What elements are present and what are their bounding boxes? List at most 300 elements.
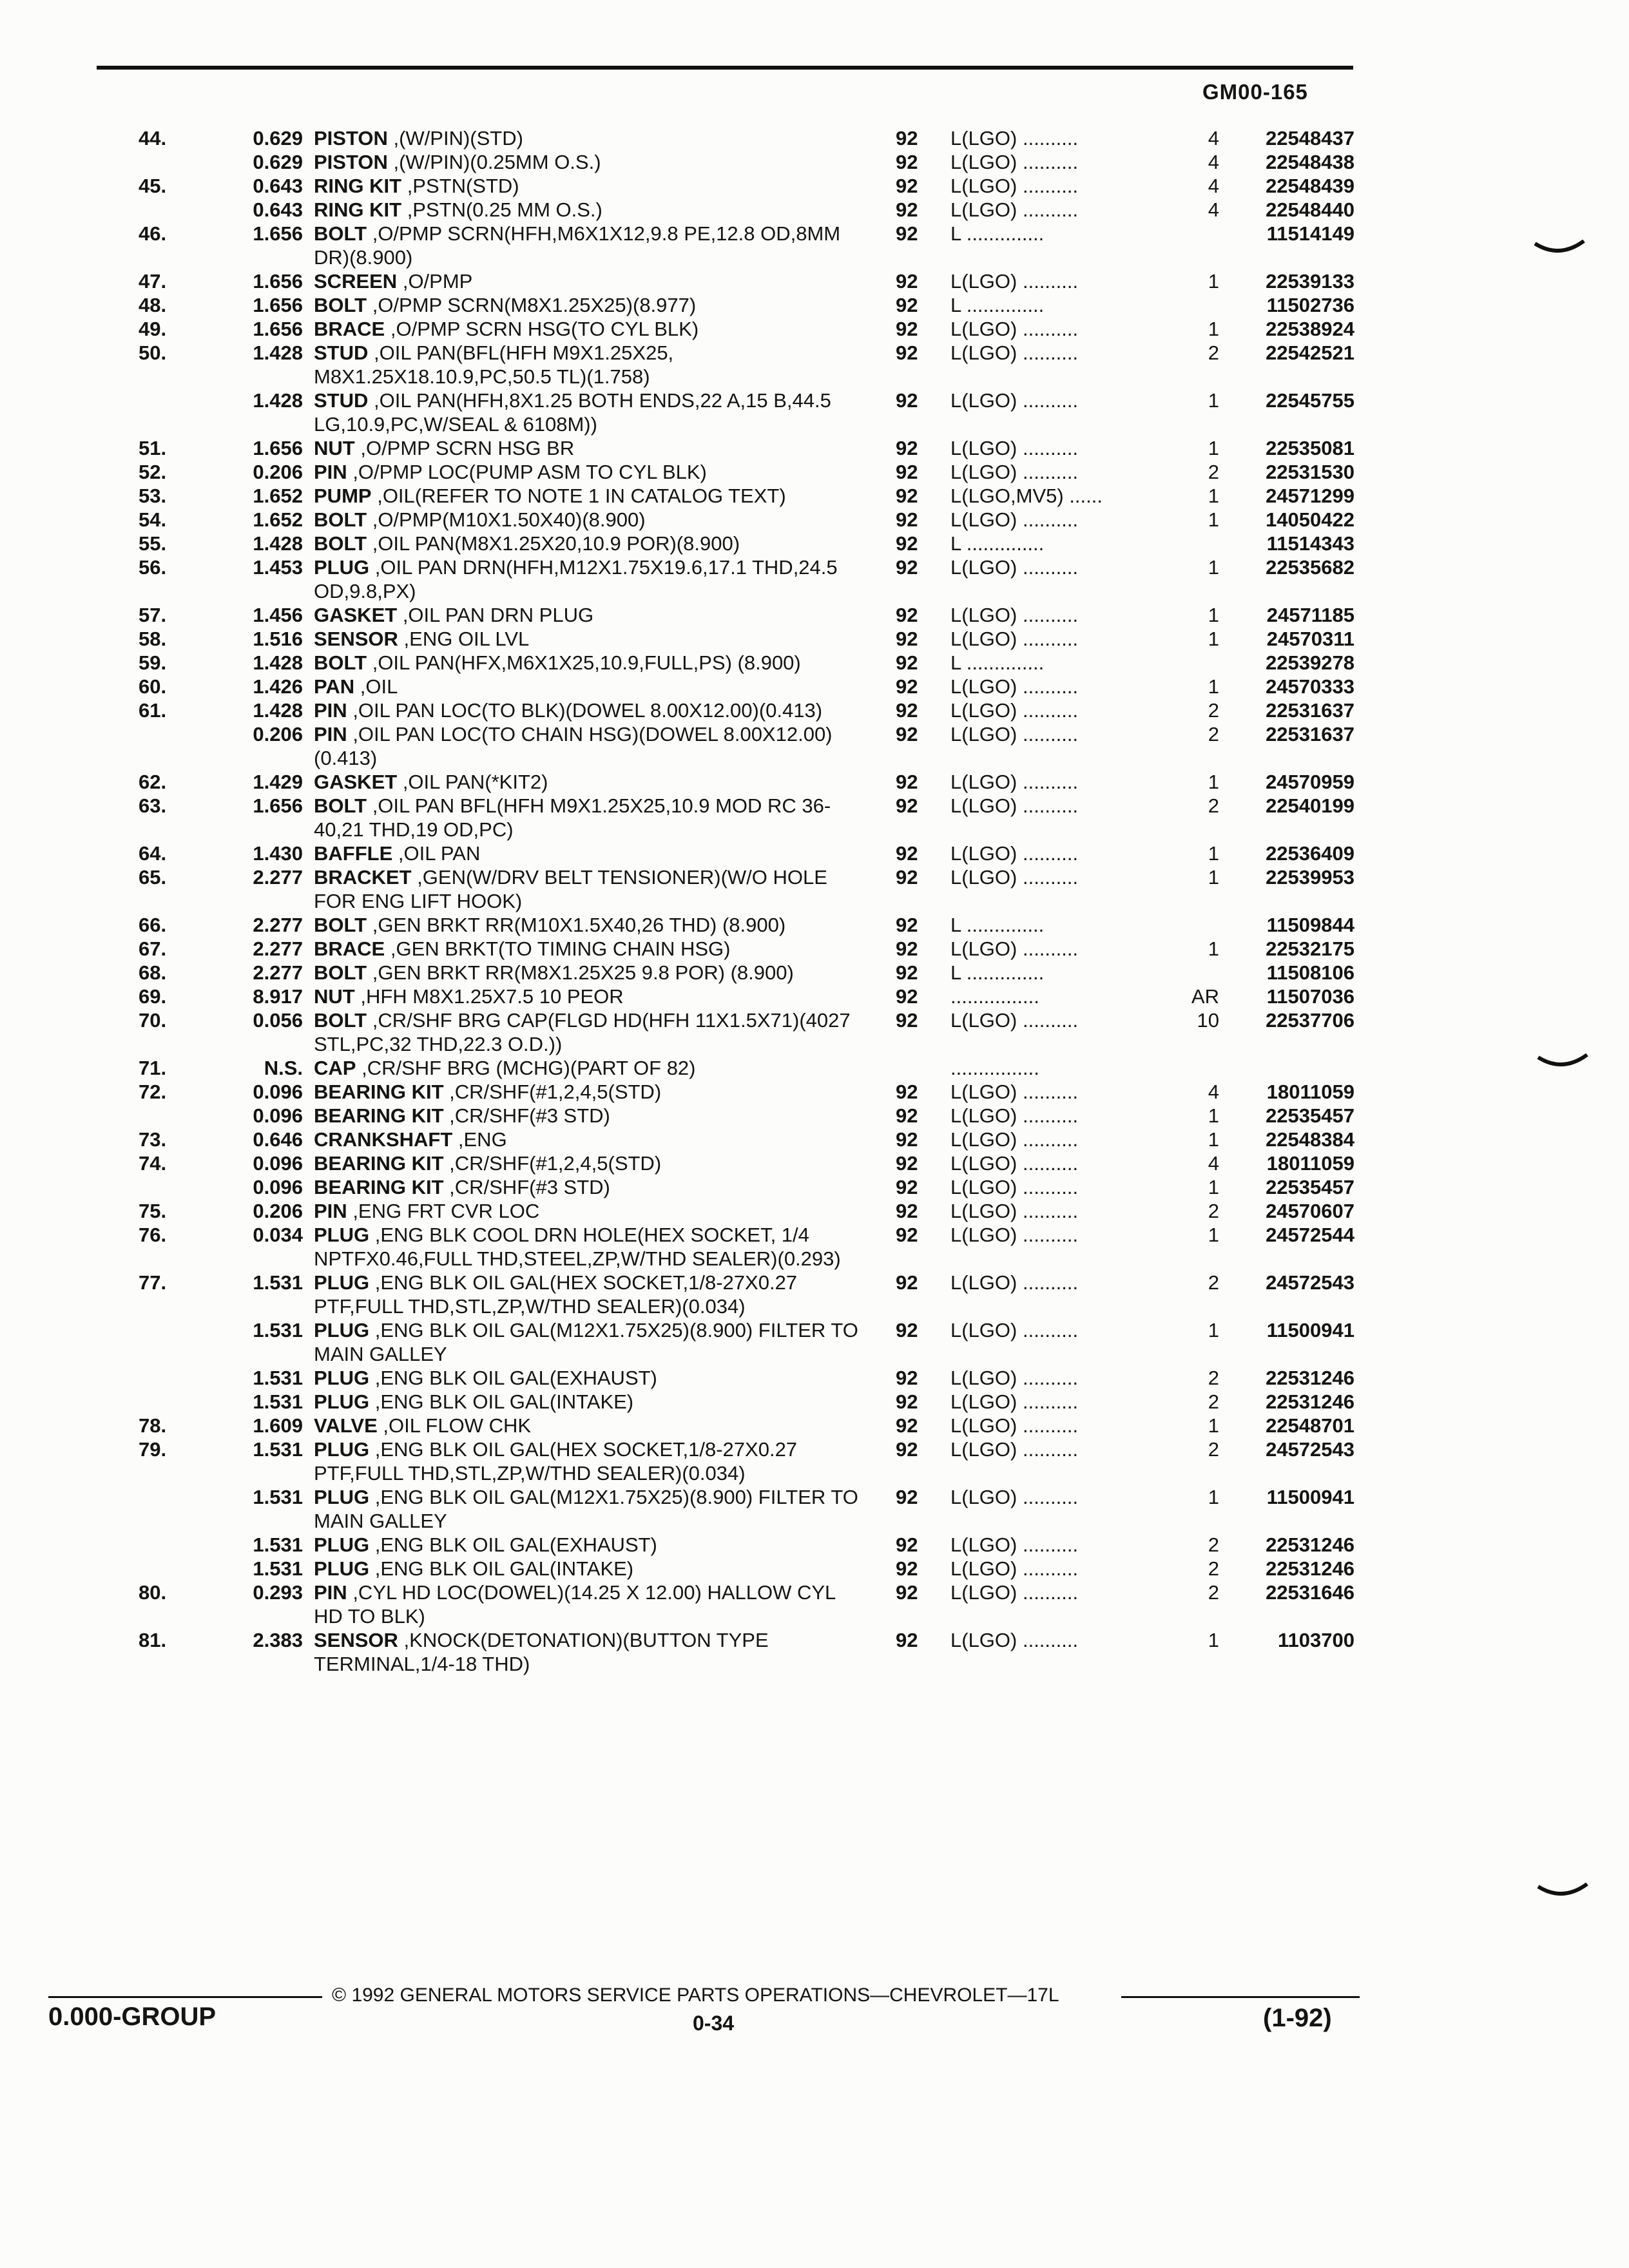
quantity: 1 xyxy=(1208,1486,1219,1508)
model-code: L(LGO) .......... xyxy=(950,556,1079,579)
part-detail: ,PSTN(STD) xyxy=(407,175,519,197)
model-year: 92 xyxy=(896,318,918,340)
model-year: 92 xyxy=(896,628,918,650)
part-name: PLUG xyxy=(314,1390,370,1413)
model-code: L(LGO) .......... xyxy=(950,1486,1079,1508)
quantity: 1 xyxy=(1208,437,1219,459)
parts-row xyxy=(0,722,1629,770)
model-year: 92 xyxy=(896,914,918,936)
part-number: 24571185 xyxy=(1266,604,1354,626)
quantity: 4 xyxy=(1208,1152,1219,1175)
model-code: L(LGO) .......... xyxy=(950,1271,1079,1294)
model-year: 92 xyxy=(896,1438,918,1461)
part-number: 22531246 xyxy=(1266,1533,1354,1556)
model-code: L .............. xyxy=(950,651,1045,674)
part-name: BOLT xyxy=(314,961,367,984)
quantity: 4 xyxy=(1208,127,1219,149)
parts-row xyxy=(0,198,1629,222)
part-description xyxy=(314,794,868,841)
part-description xyxy=(314,389,868,436)
part-description xyxy=(314,1366,868,1390)
item-index: 58. xyxy=(139,628,167,650)
quantity: 1 xyxy=(1208,604,1219,626)
footer-rule-left xyxy=(48,1996,322,1998)
part-detail: ,OIL PAN(*KIT2) xyxy=(402,771,548,793)
model-year: 92 xyxy=(896,866,918,889)
quantity: 1 xyxy=(1208,675,1219,698)
part-number: 22535457 xyxy=(1266,1104,1354,1127)
part-detail: ,OIL PAN DRN PLUG xyxy=(402,604,594,626)
item-index: 53. xyxy=(139,485,167,507)
model-code: L(LGO) .......... xyxy=(950,1414,1079,1437)
part-name: PLUG xyxy=(314,1271,370,1294)
model-code: L(LGO) .......... xyxy=(950,794,1079,817)
group-number: 1.531 xyxy=(253,1367,303,1389)
group-number: 1.531 xyxy=(253,1486,303,1508)
part-description xyxy=(314,1056,868,1080)
model-code: L(LGO) .......... xyxy=(950,675,1079,698)
part-detail: ,(W/PIN)(0.25MM O.S.) xyxy=(393,151,601,173)
part-detail: ,PSTN(0.25 MM O.S.) xyxy=(407,198,602,221)
parts-row xyxy=(0,651,1629,675)
group-number: 0.629 xyxy=(253,151,303,173)
model-year: 92 xyxy=(896,651,918,674)
part-number: 22531646 xyxy=(1266,1581,1354,1604)
part-name: PLUG xyxy=(314,1438,370,1461)
part-detail: ,ENG BLK COOL DRN HOLE(HEX SOCKET, 1/4 NPTFX0.46,FULL THD,STEEL,ZP,W/THD SEALER)(0.293) xyxy=(314,1224,841,1270)
model-code: L(LGO) .......... xyxy=(950,461,1079,483)
part-description xyxy=(314,1104,868,1128)
model-year: 92 xyxy=(896,508,918,531)
group-number: 0.206 xyxy=(253,1200,303,1222)
model-year: 92 xyxy=(896,937,918,960)
part-number: 22539133 xyxy=(1266,270,1354,293)
part-name: PLUG xyxy=(314,1319,370,1341)
part-name: SENSOR xyxy=(314,628,398,650)
parts-row xyxy=(0,150,1629,174)
group-number: 1.656 xyxy=(253,294,303,316)
quantity: 4 xyxy=(1208,151,1219,173)
part-description xyxy=(314,532,868,555)
part-name: PLUG xyxy=(314,1533,370,1556)
quantity: 4 xyxy=(1208,175,1219,197)
part-detail: ,O/PMP SCRN(M8X1.25X25)(8.977) xyxy=(372,294,697,316)
part-name: BOLT xyxy=(314,508,367,531)
group-number: 1.652 xyxy=(253,485,303,507)
quantity: 1 xyxy=(1208,1414,1219,1437)
part-detail: ,OIL FLOW CHK xyxy=(383,1414,532,1437)
model-code: L(LGO) .......... xyxy=(950,175,1079,197)
group-number: 1.428 xyxy=(253,651,303,674)
part-name: CRANKSHAFT xyxy=(314,1128,453,1151)
part-detail: ,O/PMP(M10X1.50X40)(8.900) xyxy=(372,508,646,531)
part-detail: ,OIL PAN(BFL(HFH M9X1.25X25, M8X1.25X18.10.9,PC,50.5 TL)(1.758) xyxy=(314,341,674,388)
margin-binding-mark xyxy=(1537,1883,1588,1902)
model-code: L(LGO) .......... xyxy=(950,842,1079,865)
quantity: 2 xyxy=(1208,1438,1219,1461)
group-number: 1.426 xyxy=(253,675,303,698)
group-number: 0.643 xyxy=(253,175,303,197)
item-index: 45. xyxy=(139,175,167,197)
model-code: L(LGO) .......... xyxy=(950,723,1079,745)
item-index: 73. xyxy=(139,1128,167,1151)
parts-row xyxy=(0,698,1629,722)
item-index: 79. xyxy=(139,1438,167,1461)
quantity: 1 xyxy=(1208,771,1219,793)
item-index: 64. xyxy=(139,842,167,865)
model-code: L(LGO) .......... xyxy=(950,1438,1079,1461)
part-number: 18011059 xyxy=(1266,1152,1354,1175)
group-number: 2.277 xyxy=(253,937,303,960)
model-code: L(LGO) .......... xyxy=(950,1533,1079,1556)
part-name: VALVE xyxy=(314,1414,378,1437)
part-description xyxy=(314,150,868,174)
part-detail: ,GEN(W/DRV BELT TENSIONER)(W/O HOLE FOR ENG LIFT HOOK) xyxy=(314,866,827,912)
part-detail: ,OIL PAN BFL(HFH M9X1.25X25,10.9 MOD RC 36-40,21 THD,19 OD,PC) xyxy=(314,794,831,841)
model-code: L(LGO) .......... xyxy=(950,1319,1079,1341)
part-name: PLUG xyxy=(314,1224,370,1246)
parts-row xyxy=(0,1104,1629,1128)
parts-row xyxy=(0,1175,1629,1199)
part-detail: ,GEN BRKT(TO TIMING CHAIN HSG) xyxy=(390,937,731,960)
part-description xyxy=(314,651,868,675)
quantity: 2 xyxy=(1208,1581,1219,1604)
model-year: 92 xyxy=(896,294,918,316)
page-number: 0-34 xyxy=(693,2012,735,2035)
model-code: L .............. xyxy=(950,532,1045,555)
model-year: 92 xyxy=(896,1486,918,1508)
part-number: 22536409 xyxy=(1266,842,1354,865)
model-year: 92 xyxy=(896,127,918,149)
part-detail: ,ENG BLK OIL GAL(EXHAUST) xyxy=(374,1533,657,1556)
item-index: 60. xyxy=(139,675,167,698)
part-number: 18011059 xyxy=(1266,1081,1354,1103)
part-number: 22548384 xyxy=(1266,1128,1354,1151)
part-number: 22538924 xyxy=(1266,318,1354,340)
parts-list xyxy=(0,126,1629,1676)
parts-row xyxy=(0,1056,1629,1080)
group-number: 1.531 xyxy=(253,1557,303,1580)
model-code: L(LGO) .......... xyxy=(950,1629,1079,1651)
model-code: L(LGO) .......... xyxy=(950,318,1079,340)
part-number: 22548438 xyxy=(1266,151,1354,173)
group-number: 1.652 xyxy=(253,508,303,531)
model-year: 92 xyxy=(896,1581,918,1604)
part-description xyxy=(314,1318,868,1366)
group-number: N.S. xyxy=(264,1057,303,1079)
model-year: 92 xyxy=(896,1200,918,1222)
model-year: 92 xyxy=(896,1224,918,1246)
model-code: L(LGO) .......... xyxy=(950,1557,1079,1580)
model-code: L(LGO) .......... xyxy=(950,1081,1079,1103)
group-number: 1.430 xyxy=(253,842,303,865)
part-description xyxy=(314,317,868,341)
group-number: 1.516 xyxy=(253,628,303,650)
part-description xyxy=(314,1271,868,1318)
model-code: L(LGO) .......... xyxy=(950,604,1079,626)
part-name: BOLT xyxy=(314,794,367,817)
model-year: 92 xyxy=(896,556,918,579)
item-index: 62. xyxy=(139,771,167,793)
quantity: 1 xyxy=(1208,1176,1219,1198)
part-name: BEARING KIT xyxy=(314,1152,444,1175)
part-name: SENSOR xyxy=(314,1629,398,1651)
part-description xyxy=(314,1008,868,1056)
group-number: 2.277 xyxy=(253,866,303,889)
quantity: 2 xyxy=(1208,1200,1219,1222)
part-name: RING KIT xyxy=(314,198,402,221)
part-detail: ,CR/SHF(#3 STD) xyxy=(449,1104,610,1127)
part-detail: ,ENG BLK OIL GAL(M12X1.75X25)(8.900) FILTER TO MAIN GALLEY xyxy=(314,1486,858,1532)
model-year: 92 xyxy=(896,842,918,865)
part-name: BOLT xyxy=(314,651,367,674)
parts-row xyxy=(0,1414,1629,1437)
quantity: 1 xyxy=(1208,1319,1219,1341)
quantity: 2 xyxy=(1208,1533,1219,1556)
part-name: BOLT xyxy=(314,1009,367,1032)
model-year: 92 xyxy=(896,437,918,459)
item-index: 80. xyxy=(139,1581,167,1604)
part-number: 11502736 xyxy=(1266,294,1354,316)
parts-row xyxy=(0,1581,1629,1628)
part-detail: ,GEN BRKT RR(M10X1.5X40,26 THD) (8.900) xyxy=(372,914,786,936)
model-year: 92 xyxy=(896,341,918,364)
item-index: 54. xyxy=(139,508,167,531)
part-detail: ,OIL xyxy=(360,675,398,698)
model-code: L(LGO) .......... xyxy=(950,341,1079,364)
group-number: 0.206 xyxy=(253,461,303,483)
part-number: 22545755 xyxy=(1266,389,1354,412)
part-number: 22531246 xyxy=(1266,1390,1354,1413)
parts-row xyxy=(0,1080,1629,1104)
model-year: 92 xyxy=(896,1081,918,1103)
part-description xyxy=(314,555,868,603)
model-year: 92 xyxy=(896,222,918,245)
item-index: 68. xyxy=(139,961,167,984)
part-number: 24570607 xyxy=(1266,1200,1354,1222)
parts-row xyxy=(0,484,1629,508)
parts-row xyxy=(0,770,1629,794)
quantity: 1 xyxy=(1208,318,1219,340)
group-number: 1.429 xyxy=(253,771,303,793)
part-number: 11507036 xyxy=(1266,985,1354,1008)
part-description xyxy=(314,341,868,389)
top-rule xyxy=(97,66,1353,70)
model-year: 92 xyxy=(896,794,918,817)
part-name: PLUG xyxy=(314,556,370,579)
model-code: L .............. xyxy=(950,222,1045,245)
part-detail: ,ENG BLK OIL GAL(M12X1.75X25)(8.900) FILTER TO MAIN GALLEY xyxy=(314,1319,858,1365)
model-code: L(LGO) .......... xyxy=(950,866,1079,889)
model-year: 92 xyxy=(896,1009,918,1032)
model-year: 92 xyxy=(896,1176,918,1198)
quantity: 1 xyxy=(1208,1128,1219,1151)
model-code: L(LGO) .......... xyxy=(950,1224,1079,1246)
parts-row xyxy=(0,1390,1629,1414)
item-index: 71. xyxy=(139,1057,167,1079)
part-name: STUD xyxy=(314,341,369,364)
group-number: 8.917 xyxy=(253,985,303,1008)
group-number: 2.277 xyxy=(253,961,303,984)
model-code: L(LGO) .......... xyxy=(950,1104,1079,1127)
parts-row xyxy=(0,174,1629,198)
margin-binding-mark xyxy=(1537,1053,1588,1073)
part-name: PLUG xyxy=(314,1557,370,1580)
part-detail: ,ENG BLK OIL GAL(HEX SOCKET,1/8-27X0.27 PTF,FULL THD,STL,ZP,W/THD SEALER)(0.034) xyxy=(314,1271,798,1318)
part-description xyxy=(314,1628,868,1676)
parts-row xyxy=(0,222,1629,269)
part-number: 14050422 xyxy=(1266,508,1354,531)
parts-row xyxy=(0,961,1629,985)
part-description xyxy=(314,293,868,317)
part-description xyxy=(314,627,868,651)
group-number: 0.096 xyxy=(253,1081,303,1103)
model-code: L(LGO) .......... xyxy=(950,1176,1079,1198)
part-detail: ,OIL PAN LOC(TO CHAIN HSG)(DOWEL 8.00X12.00)(0.413) xyxy=(314,723,833,769)
parts-row xyxy=(0,1199,1629,1223)
part-name: PISTON xyxy=(314,127,388,149)
model-year: 92 xyxy=(896,151,918,173)
part-detail: ,OIL PAN xyxy=(398,842,481,865)
part-description xyxy=(314,865,868,913)
part-detail: ,OIL PAN(HFX,M6X1X25,10.9,FULL,PS) (8.900) xyxy=(372,651,801,674)
part-number: 24572543 xyxy=(1266,1271,1354,1294)
part-number: 11508106 xyxy=(1266,961,1354,984)
quantity: 4 xyxy=(1208,198,1219,221)
part-number: 24572544 xyxy=(1266,1224,1354,1246)
group-number: 0.646 xyxy=(253,1128,303,1151)
parts-row xyxy=(0,1485,1629,1533)
page-code: GM00-165 xyxy=(1202,80,1308,104)
part-description xyxy=(314,1390,868,1414)
quantity: 1 xyxy=(1208,556,1219,579)
part-detail: ,CR/SHF(#3 STD) xyxy=(449,1176,610,1198)
parts-row xyxy=(0,794,1629,841)
part-description xyxy=(314,1581,868,1628)
part-detail: ,OIL PAN(HFH,8X1.25 BOTH ENDS,22 A,15 B,44.5 LG,10.9,PC,W/SEAL & 6108M)) xyxy=(314,389,831,436)
quantity: 2 xyxy=(1208,1390,1219,1413)
parts-row xyxy=(0,436,1629,460)
model-year: 92 xyxy=(896,961,918,984)
part-number: 22537706 xyxy=(1266,1009,1354,1032)
model-code: L(LGO) .......... xyxy=(950,628,1079,650)
parts-row xyxy=(0,1366,1629,1390)
item-index: 56. xyxy=(139,556,167,579)
item-index: 81. xyxy=(139,1629,167,1651)
copyright-line: © 1992 GENERAL MOTORS SERVICE PARTS OPERATIONS—CHEVROLET—17L xyxy=(332,1984,1059,2006)
parts-row xyxy=(0,1223,1629,1271)
part-description xyxy=(314,1151,868,1175)
part-detail: ,ENG BLK OIL GAL(INTAKE) xyxy=(374,1557,634,1580)
part-detail: ,CR/SHF(#1,2,4,5(STD) xyxy=(449,1152,662,1175)
part-number: 22540199 xyxy=(1266,794,1354,817)
parts-row xyxy=(0,865,1629,913)
quantity: 1 xyxy=(1208,1104,1219,1127)
quantity: 2 xyxy=(1208,723,1219,745)
part-detail: ,OIL PAN LOC(TO BLK)(DOWEL 8.00X12.00)(0.413) xyxy=(352,699,823,722)
group-number: 1.453 xyxy=(253,556,303,579)
model-year: 92 xyxy=(896,1629,918,1651)
parts-row xyxy=(0,1128,1629,1151)
part-name: BRACE xyxy=(314,937,385,960)
model-code: L(LGO) .......... xyxy=(950,389,1079,412)
group-number: 0.056 xyxy=(253,1009,303,1032)
model-code: L(LGO) .......... xyxy=(950,699,1079,722)
parts-row xyxy=(0,913,1629,937)
part-number: 22531246 xyxy=(1266,1367,1354,1389)
model-code: L(LGO) .......... xyxy=(950,508,1079,531)
parts-row xyxy=(0,1008,1629,1056)
parts-row xyxy=(0,1271,1629,1318)
quantity: 1 xyxy=(1208,270,1219,293)
part-description xyxy=(314,1533,868,1557)
group-number: 1.428 xyxy=(253,699,303,722)
part-number: 22532175 xyxy=(1266,937,1354,960)
parts-row xyxy=(0,1628,1629,1676)
part-detail: ,ENG OIL LVL xyxy=(403,628,530,650)
part-name: PIN xyxy=(314,723,347,745)
parts-row xyxy=(0,627,1629,651)
item-index: 48. xyxy=(139,294,167,316)
part-description xyxy=(314,198,868,222)
group-number: 1.428 xyxy=(253,389,303,412)
model-year: 92 xyxy=(896,532,918,555)
part-name: PIN xyxy=(314,1200,347,1222)
part-description xyxy=(314,1128,868,1151)
part-name: BEARING KIT xyxy=(314,1104,444,1127)
part-description xyxy=(314,603,868,627)
part-detail: ,O/PMP xyxy=(402,270,473,293)
group-number: 1.531 xyxy=(253,1438,303,1461)
group-number: 1.656 xyxy=(253,270,303,293)
part-detail: ,CR/SHF BRG (MCHG)(PART OF 82) xyxy=(361,1057,696,1079)
model-year: 92 xyxy=(896,1533,918,1556)
part-number: 22548439 xyxy=(1266,175,1354,197)
part-description xyxy=(314,961,868,985)
part-name: PIN xyxy=(314,461,347,483)
part-detail: ,CR/SHF BRG CAP(FLGD HD(HFH 11X1.5X71)(4027 STL,PC,32 THD,22.3 O.D.)) xyxy=(314,1009,851,1055)
model-code: L(LGO) .......... xyxy=(950,1581,1079,1604)
quantity: 1 xyxy=(1208,866,1219,889)
part-name: PLUG xyxy=(314,1367,370,1389)
part-name: BOLT xyxy=(314,532,367,555)
model-code: L(LGO) .......... xyxy=(950,270,1079,293)
quantity: 1 xyxy=(1208,628,1219,650)
part-detail: ,OIL(REFER TO NOTE 1 IN CATALOG TEXT) xyxy=(377,485,786,507)
part-number: 11500941 xyxy=(1266,1486,1354,1508)
part-name: PAN xyxy=(314,675,355,698)
part-name: PUMP xyxy=(314,485,372,507)
part-description xyxy=(314,269,868,293)
item-index: 70. xyxy=(139,1009,167,1032)
model-year: 92 xyxy=(896,1390,918,1413)
part-number: 24572543 xyxy=(1266,1438,1354,1461)
part-description xyxy=(314,913,868,937)
part-description xyxy=(314,1414,868,1437)
part-name: STUD xyxy=(314,389,369,412)
part-name: BOLT xyxy=(314,294,367,316)
model-code: L(LGO) .......... xyxy=(950,1009,1079,1032)
part-name: BOLT xyxy=(314,222,367,245)
quantity: AR xyxy=(1191,985,1219,1008)
part-description xyxy=(314,1557,868,1581)
part-number: 22535457 xyxy=(1266,1176,1354,1198)
part-description xyxy=(314,508,868,532)
part-name: GASKET xyxy=(314,604,398,626)
part-name: PIN xyxy=(314,699,347,722)
quantity: 1 xyxy=(1208,389,1219,412)
group-number: 1.609 xyxy=(253,1414,303,1437)
